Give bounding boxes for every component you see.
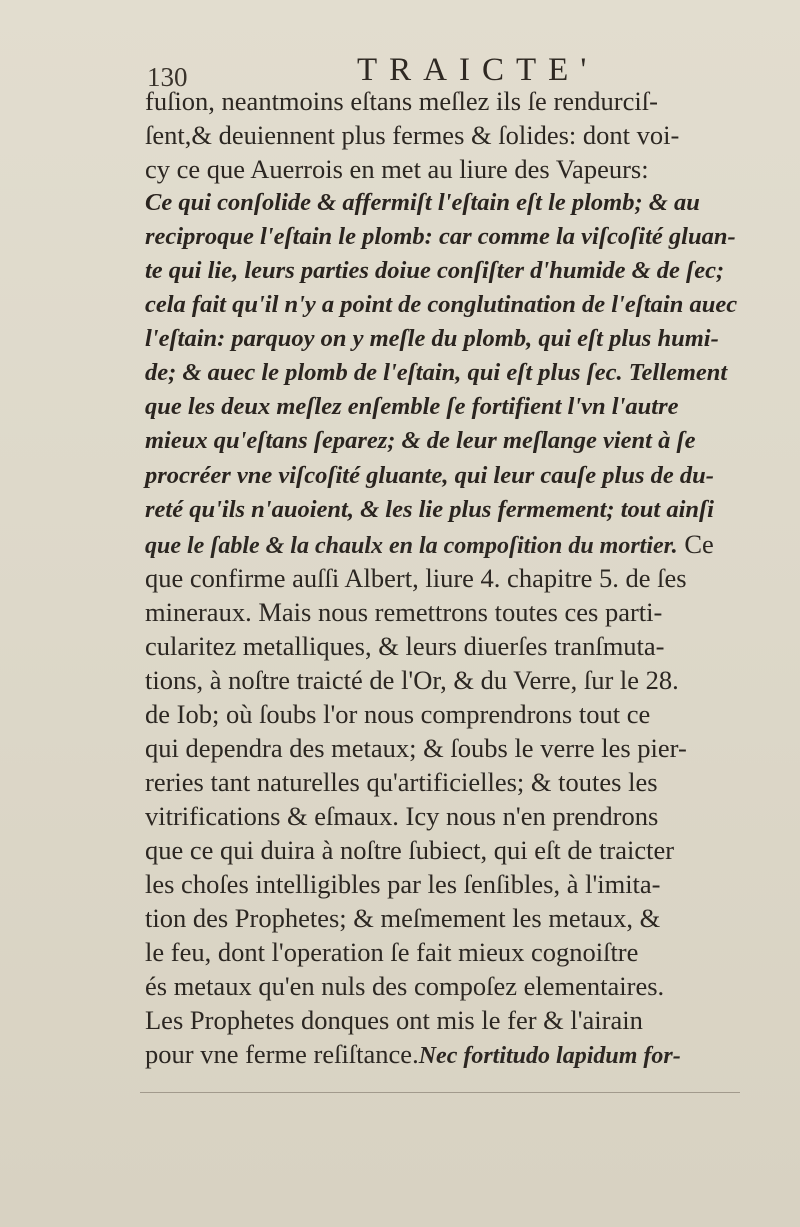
text-line: cularitez metalliques, & leurs diuerſes tranſmuta- <box>145 630 665 661</box>
text-line: tion des Prophetes; & meſmement les metaux, & <box>145 903 661 934</box>
text-line: tions, à noſtre traicté de l'Or, & du Verre, ſur le 28. <box>145 664 679 695</box>
text-line: l'eſtain: parquoy on y meſle du plomb, qui eſt plus humi- <box>145 325 719 353</box>
text-line: cy ce que Auerrois en met au liure des Vapeurs: <box>145 154 649 185</box>
text-line: ſent,& deuiennent plus fermes & ſolides: dont voi- <box>145 120 680 151</box>
text-italic-run: Nec fortitudo lapidum for- <box>418 1043 681 1070</box>
text-line <box>145 1037 775 1071</box>
page-number: 130 <box>147 62 188 92</box>
text-roman-run: Ce <box>677 528 714 559</box>
underline-mark <box>140 1092 740 1093</box>
text-line: le feu, dont l'operation ſe fait mieux cognoiſtre <box>145 937 639 968</box>
text-italic-run: que le ſable & la chaulx en la compoſition du mortier. <box>145 532 678 559</box>
text-line: procréer vne viſcoſité gluante, qui leur cauſe plus de du- <box>145 461 714 489</box>
text-line: que ce qui duira à noſtre ſubiect, qui eſt de traicter <box>145 835 675 866</box>
text-line: que confirme auſſi Albert, liure 4. chapitre 5. de ſes <box>145 562 687 593</box>
text-line: fuſion, neantmoins eſtans meſlez ils ſe rendurciſ- <box>145 86 658 116</box>
text-line: que les deux meſlez enſemble ſe fortifient l'vn l'autre <box>145 393 679 421</box>
text-line: qui dependra des metaux; & ſoubs le verre les pier- <box>145 732 687 763</box>
text-line: vitrifications & eſmaux. Icy nous n'en prendrons <box>145 800 659 831</box>
body-text <box>145 84 775 1071</box>
text-roman-run: pour vne ferme reſiſtance. <box>145 1039 419 1070</box>
running-title: TRAICTE' <box>357 52 599 88</box>
text-line: de; & auec le plomb de l'eſtain, qui eſt plus ſec. Tellement <box>145 359 728 387</box>
text-line: mineraux. Mais nous remettrons toutes ces parti- <box>145 596 663 627</box>
text-line: les choſes intelligibles par les ſenſibles, à l'imita- <box>145 869 661 900</box>
text-line: Les Prophetes donques ont mis le fer & l'airain <box>145 1005 643 1036</box>
text-line: és metaux qu'en nuls des compoſez elementaires. <box>145 971 665 1002</box>
text-line: te qui lie, leurs parties doiue conſiſter d'humide & de ſec; <box>145 257 725 285</box>
text-line <box>145 527 775 561</box>
text-line: mieux qu'eſtans ſeparez; & de leur meſlange vient à ſe <box>145 427 696 455</box>
text-line: reries tant naturelles qu'artificielles; & toutes les <box>145 766 658 797</box>
text-line: cela fait qu'il n'y a point de conglutination de l'eſtain auec <box>145 291 738 319</box>
text-line: de Iob; où ſoubs l'or nous comprendrons tout ce <box>145 698 651 729</box>
text-line: Ce qui conſolide & affermiſt l'eſtain eſt le plomb; & au <box>145 189 700 217</box>
text-line: reté qu'ils n'auoient, & les lie plus fermement; tout ainſi <box>145 495 714 523</box>
text-line: reciproque l'eſtain le plomb: car comme la viſcoſité gluan- <box>145 223 736 251</box>
